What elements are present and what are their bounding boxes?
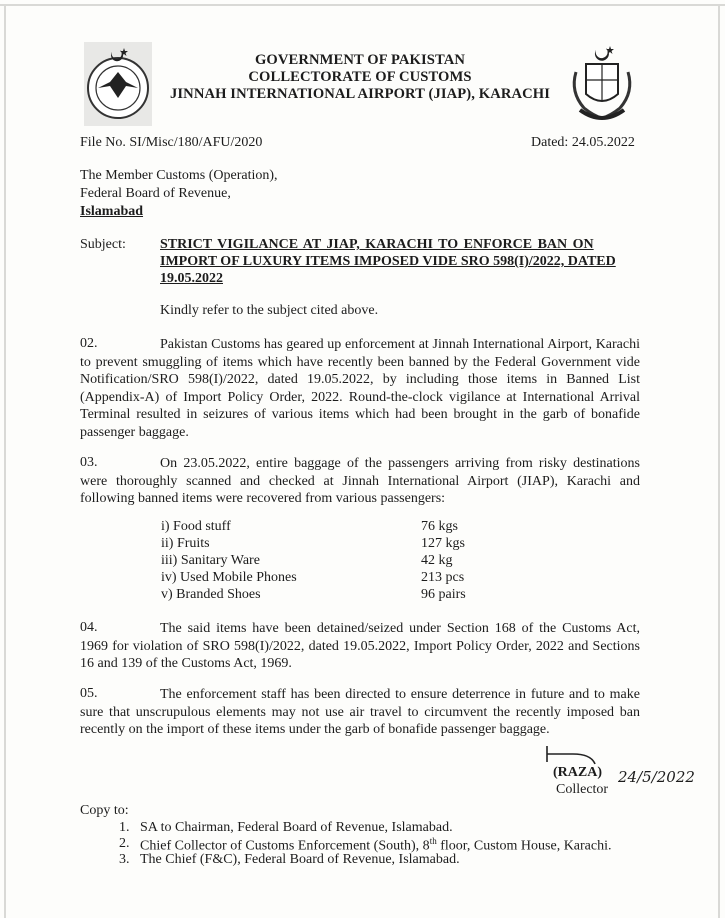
item-name: ii) Fruits <box>161 536 210 551</box>
header-line-2: COLLECTORATE OF CUSTOMS <box>248 69 472 85</box>
copy-to-recipient: The Chief (F&C), Federal Board of Revenue, Islamabad. <box>140 852 460 867</box>
para-04-text: The said items have been detained/seized under Section 168 of the Customs Act, 1969 for violation of SRO 598(I)/2022, dated 19.05.2022, Import Policy Order, 2022 and Sections 16 and 139 of the Customs Act, 1969. <box>80 621 640 671</box>
copy-to-text-before: Chief Collector of Customs Enforcement (South), 8 <box>140 838 430 854</box>
item-name: iv) Used Mobile Phones <box>161 570 297 585</box>
item-quantity: 96 pairs <box>421 587 466 602</box>
ordinal-suffix: th <box>429 836 437 846</box>
page-border-top <box>0 4 725 6</box>
subject-line-1: STRICT VIGILANCE AT JIAP, KARACHI TO ENFORCE BAN ON <box>160 237 594 252</box>
state-emblem <box>566 42 638 128</box>
subject-line-2: IMPORT OF LUXURY ITEMS IMPOSED VIDE SRO 598(I)/2022, DATED <box>160 254 616 269</box>
page-border-left <box>4 4 6 918</box>
item-name: v) Branded Shoes <box>161 587 261 602</box>
customs-logo <box>84 42 152 126</box>
copy-to-text-after: floor, Custom House, Karachi. <box>436 838 612 854</box>
subject-label: Subject: <box>80 237 126 252</box>
file-number: File No. SI/Misc/180/AFU/2020 <box>80 135 263 150</box>
handwritten-date: 24/5/2022 <box>618 768 695 786</box>
header-line-3: JINNAH INTERNATIONAL AIRPORT (JIAP), KARACHI <box>170 86 550 102</box>
para-02-text: Pakistan Customs has geared up enforcement at Jinnah International Airport, Karachi to prevent smuggling of items which have recently been banned by the Federal Government vide Notification/SRO 598(I)/2022, dated 19.05.2022, by including those items in Banned List (Appendix-A) of Import Policy Order, 2022. Round-the-clock vigilance at International Arrival Terminal resulted in seizures of various items which had been brought in the garb of bonafide passenger baggage. <box>80 337 640 440</box>
item-quantity: 127 kgs <box>421 536 465 551</box>
item-quantity: 42 kg <box>421 553 453 568</box>
para-05-text: The enforcement staff has been directed to ensure deterrence in future and to make sure that unscrupulous elements may not use air travel to circumvent the recently imposed ban recently on the import of these items under the garb of bonafide passenger baggage. <box>80 687 640 737</box>
subject-line-3: 19.05.2022 <box>160 271 223 286</box>
addressee-line-1: The Member Customs (Operation), <box>80 168 278 183</box>
item-name: i) Food stuff <box>161 519 231 534</box>
item-quantity: 76 kgs <box>421 519 458 534</box>
signatory-name: (RAZA) <box>553 765 602 780</box>
addressee-city: Islamabad <box>80 204 144 219</box>
intro-sentence: Kindly refer to the subject cited above. <box>160 303 379 318</box>
copy-to-label: Copy to: <box>80 803 129 818</box>
para-04-number: 04. <box>80 620 98 635</box>
page-border-right <box>718 4 720 918</box>
header-line-1: GOVERNMENT OF PAKISTAN <box>254 52 466 68</box>
copy-to-recipient: SA to Chairman, Federal Board of Revenue, Islamabad. <box>140 820 453 835</box>
addressee-line-2: Federal Board of Revenue, <box>80 186 231 201</box>
para-05-number: 05. <box>80 686 98 701</box>
para-02-number: 02. <box>80 336 98 351</box>
letter-date: Dated: 24.05.2022 <box>531 135 635 150</box>
item-name: iii) Sanitary Ware <box>161 553 260 568</box>
para-03-text: On 23.05.2022, entire baggage of the passengers arriving from risky destinations were thoroughly scanned and checked at Jinnah International Airport (JIAP), Karachi and following banned items were recovered from various passengers: <box>80 456 640 506</box>
copy-to-number: 2. <box>119 836 130 851</box>
item-quantity: 213 pcs <box>421 570 465 585</box>
para-03-number: 03. <box>80 455 98 470</box>
copy-to-number: 3. <box>119 852 130 867</box>
signatory-title: Collector <box>556 782 609 797</box>
copy-to-number: 1. <box>119 820 130 835</box>
